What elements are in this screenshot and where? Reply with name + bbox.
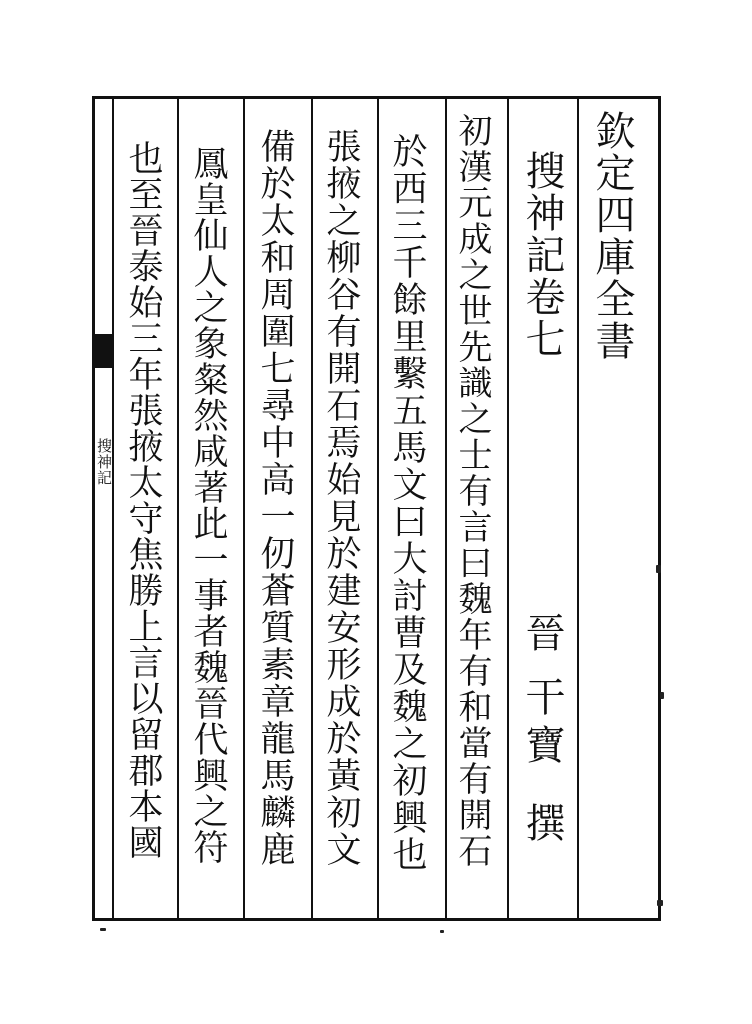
author-dynasty: 晉	[519, 612, 565, 658]
frame-left-line	[92, 96, 95, 921]
author-name: 干寶	[519, 676, 565, 772]
column-rule	[507, 96, 509, 921]
page-edge-label: 搜神記	[95, 438, 113, 486]
frame-right-line	[658, 96, 661, 921]
column-rule	[377, 96, 379, 921]
column-rule	[112, 96, 114, 921]
column-rule	[311, 96, 313, 921]
scan-speck	[657, 900, 663, 906]
body-column-1: 初漢元成之世先識之士有言曰魏年有和當有開石	[452, 113, 492, 869]
fish-tail-mark	[92, 334, 112, 368]
body-column-4: 備於太和周圍七尋中高一仞蒼質素章龍馬麟鹿	[255, 128, 295, 868]
chapter-title: 搜神記卷七	[519, 150, 565, 360]
column-rule	[577, 96, 579, 921]
author-role: 撰	[519, 802, 565, 848]
body-column-2: 於西三千餘里繫五馬文曰大討曹及魏之初興也	[387, 133, 427, 873]
body-column-3: 張掖之柳谷有開石焉始見於建安形成於黃初文	[321, 128, 361, 868]
body-column-5: 鳳皇仙人之象粲然咸著此一事者魏晉代興之符	[188, 145, 228, 865]
scan-speck	[660, 692, 664, 699]
scan-speck	[100, 928, 106, 931]
column-rule	[177, 96, 179, 921]
column-rule	[243, 96, 245, 921]
column-rule	[445, 96, 447, 921]
scan-speck	[440, 930, 444, 933]
scan-speck	[656, 565, 661, 573]
collection-header: 欽定四庫全書	[589, 110, 635, 362]
body-column-6: 也至晉泰始三年張掖太守焦勝上言以留郡本國	[123, 140, 163, 860]
